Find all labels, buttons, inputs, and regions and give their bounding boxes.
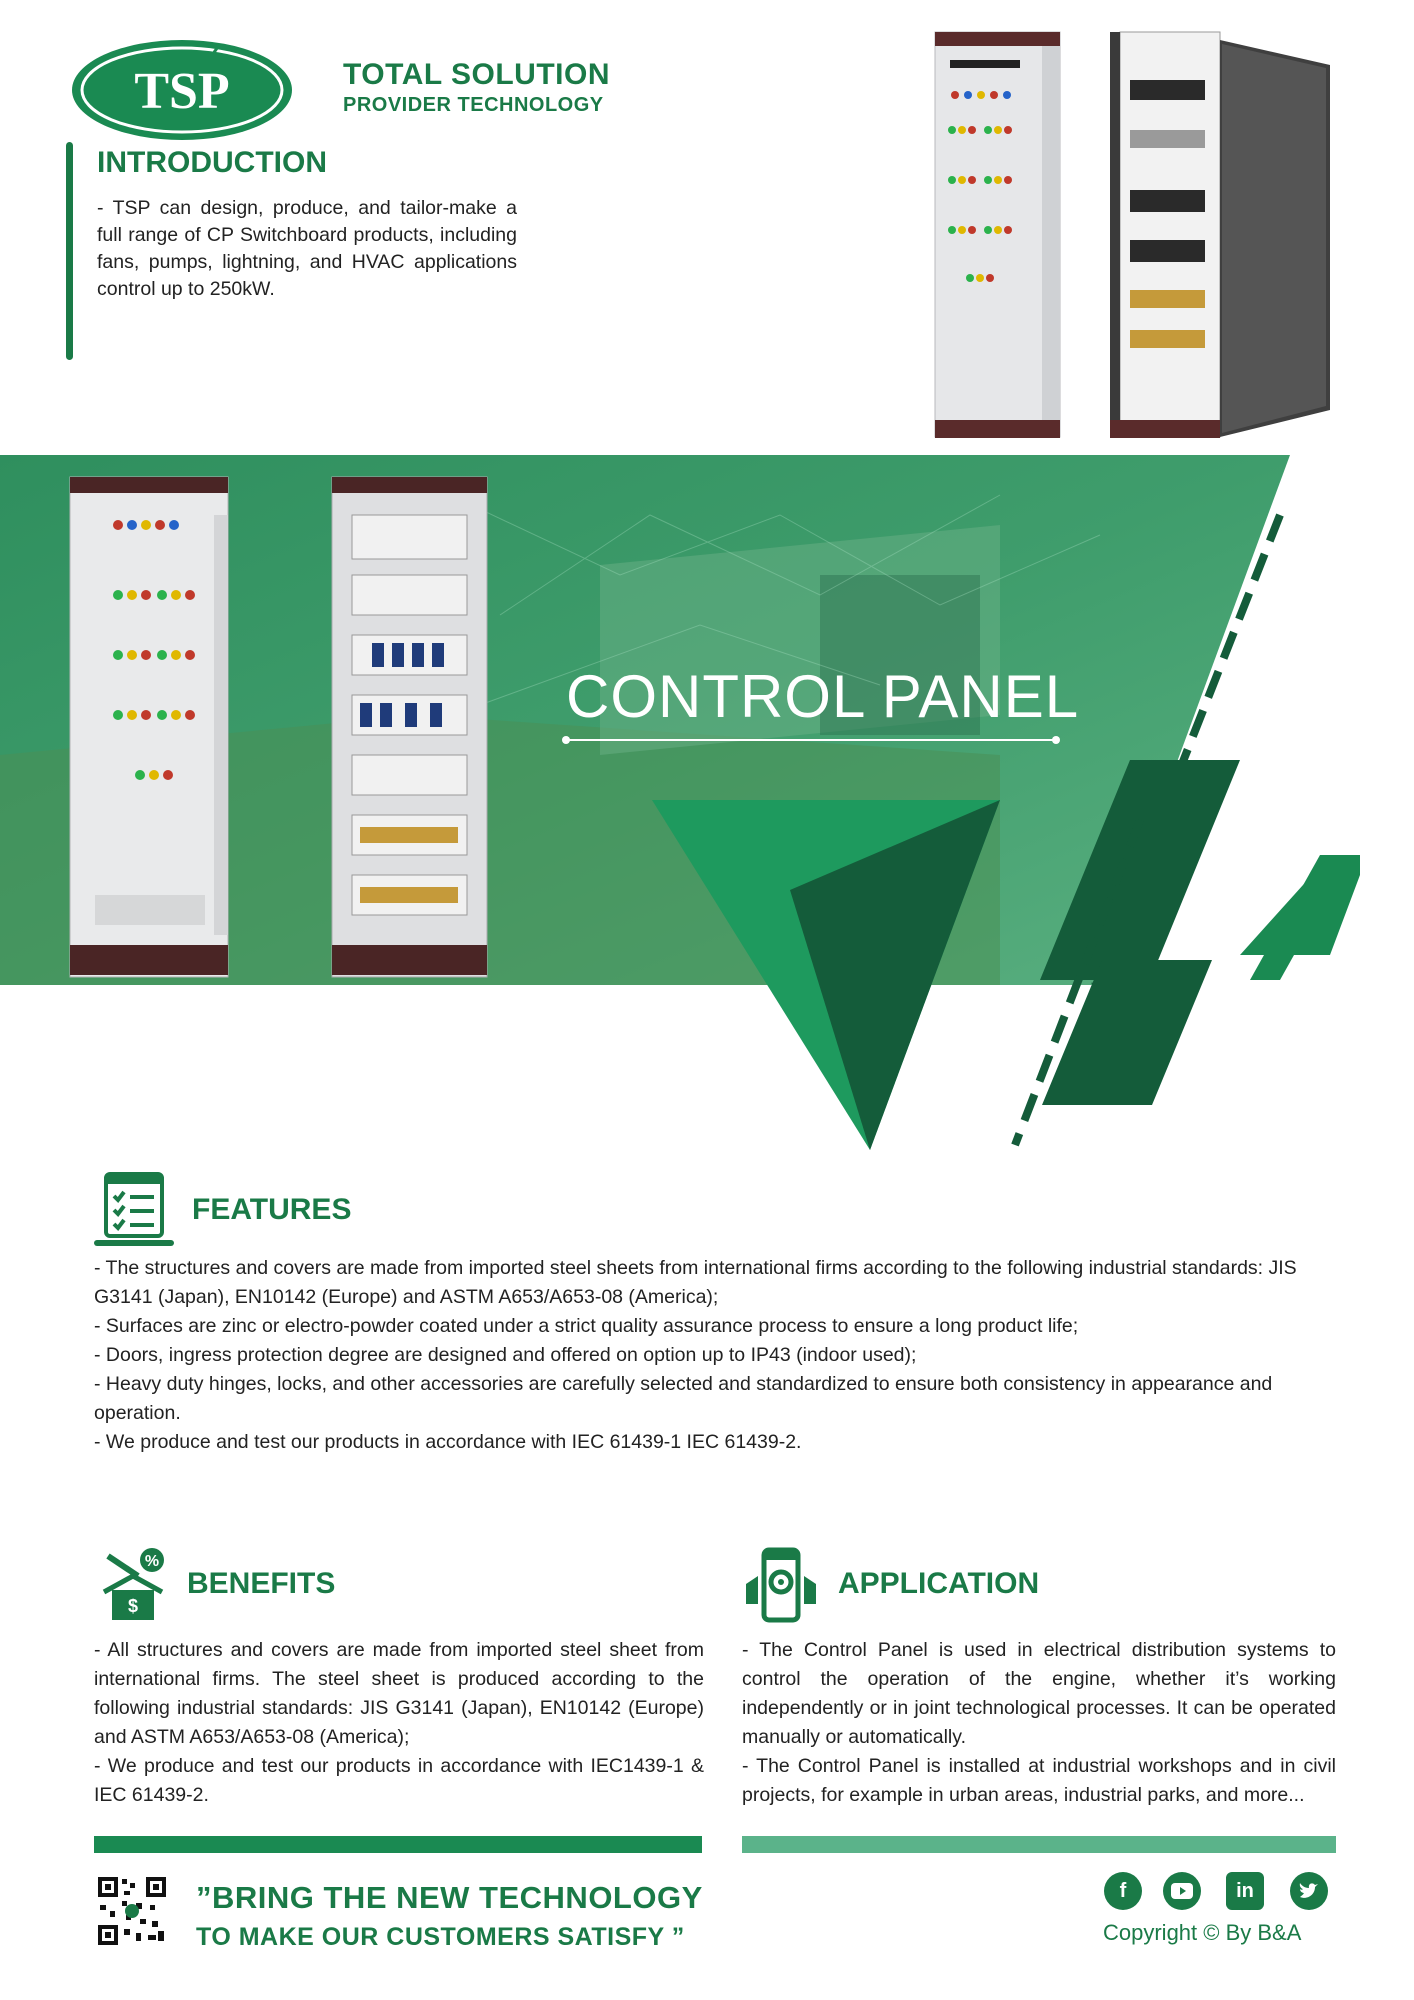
decorative-triangles: [640, 780, 1360, 1180]
copyright-text: Copyright © By B&A: [1103, 1920, 1302, 1945]
phone-gear-icon: [742, 1546, 820, 1624]
intro-accent-bar: [66, 142, 73, 360]
svg-text:%: %: [144, 1553, 160, 1570]
youtube-icon[interactable]: [1163, 1872, 1201, 1910]
twitter-icon[interactable]: [1290, 1872, 1328, 1910]
benefit-line: - We produce and test our products in accordance with IEC1439-1 & IEC 61439-2.: [94, 1755, 704, 1806]
benefits-title: BENEFITS: [187, 1567, 336, 1600]
facebook-icon[interactable]: f: [1104, 1872, 1142, 1910]
benefits-text: [94, 1636, 704, 1810]
feature-line: - Doors, ingress protection degree are designed and offered on option up to IP43 (indoor used);: [94, 1344, 917, 1366]
money-benefit-icon: [94, 1546, 168, 1624]
feature-line: - Surfaces are zinc or electro-powder coated under a strict quality assurance process to ensure a long product life;: [94, 1315, 1079, 1337]
svg-text:$: $: [127, 1596, 139, 1616]
banner-title: CONTROL PANEL: [566, 663, 1080, 730]
application-title: APPLICATION: [838, 1567, 1040, 1600]
qr-code-icon: [96, 1875, 168, 1947]
tsp-logo: [70, 38, 295, 142]
cabinet-photo-top: [930, 20, 1340, 450]
brand-line-1: TOTAL SOLUTION: [343, 58, 610, 91]
feature-line: - Heavy duty hinges, locks, and other accessories are carefully selected and standardized to ensure both consistency in appearance and operation.: [94, 1373, 1273, 1424]
brand-line-2: PROVIDER TECHNOLOGY: [343, 94, 604, 116]
checklist-laptop-icon: [94, 1170, 174, 1250]
features-text: [94, 1254, 1344, 1457]
linkedin-icon[interactable]: in: [1226, 1872, 1264, 1910]
introduction-title: INTRODUCTION: [97, 146, 327, 179]
application-divider: [742, 1836, 1336, 1853]
application-text: [742, 1636, 1336, 1810]
slogan-line-1: ”BRING THE NEW TECHNOLOGY: [196, 1880, 703, 1915]
introduction-text: - TSP can design, produce, and tailor-make a full range of CP Switchboard products, including fans, pumps, lightning, and HVAC applications control up to 250kW.: [97, 197, 517, 300]
application-line: - The Control Panel is used in electrical distribution systems to control the operation of the engine, whether it’s working independently or in joint technological processes. It can be operated manually or automatically.: [742, 1639, 1336, 1748]
slogan-line-2: TO MAKE OUR CUSTOMERS SATISFY ”: [196, 1923, 685, 1951]
feature-line: - The structures and covers are made from imported steel sheets from international firms according to the following industrial standards: JIS G3141 (Japan), EN10142 (Europe) and ASTM A653/A653-08 (America);: [94, 1257, 1297, 1308]
application-line: - The Control Panel is installed at industrial workshops and in civil projects, for example in urban areas, industrial parks, and more...: [742, 1755, 1336, 1806]
benefit-line: - All structures and covers are made from imported steel sheet from international firms. The steel sheet is produced according to the following industrial standards: JIS G3141 (Japan), EN10142 (Europe) and ASTM A653/A653-08 (America);: [94, 1639, 704, 1748]
features-title: FEATURES: [192, 1193, 352, 1226]
feature-line: - We produce and test our products in accordance with IEC 61439-1 IEC 61439-2.: [94, 1431, 802, 1453]
benefits-divider: [94, 1836, 702, 1853]
logo-text: TSP: [134, 63, 230, 120]
